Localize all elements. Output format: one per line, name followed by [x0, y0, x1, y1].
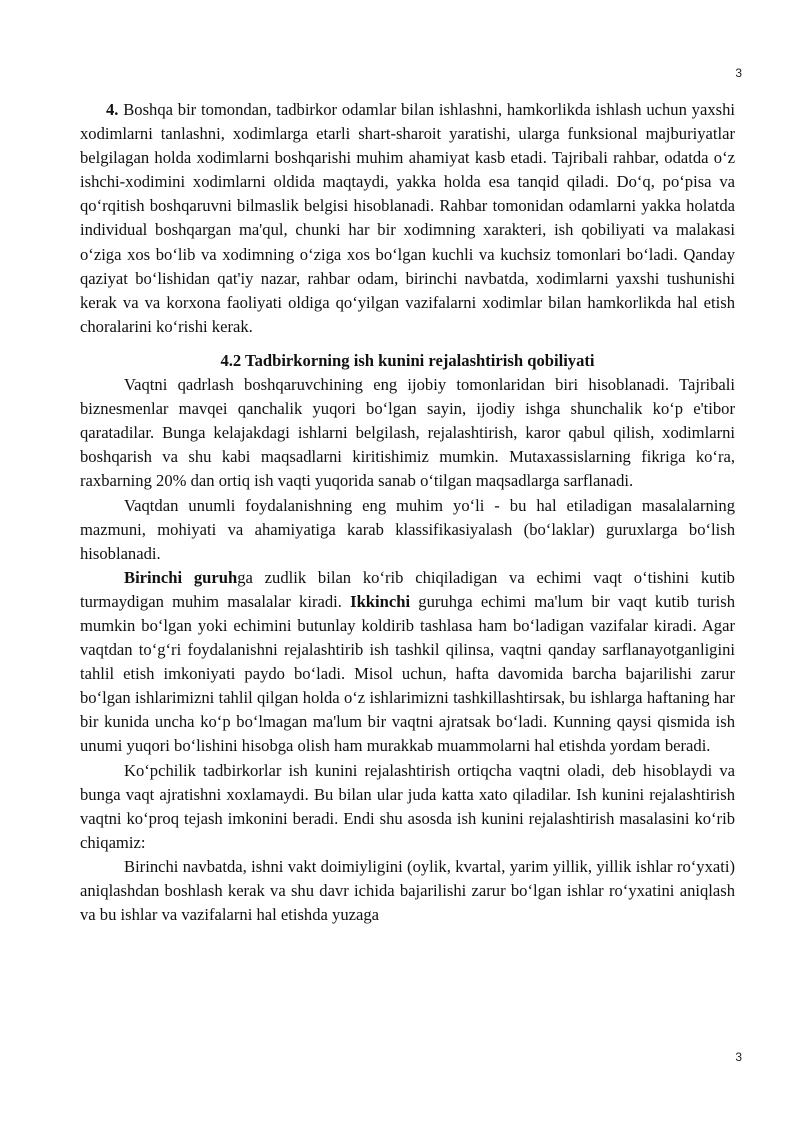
paragraph-1 — [80, 98, 735, 339]
document-body — [80, 98, 735, 927]
paragraph-6: Birinchi navbatda, ishni vakt doimiyligini (oylik, kvartal, yarim yillik, yillik ishlar ro‘yxati) aniqlashdan boshlash kerak va shu davr ichida bajarilishi zarur bo‘lgan ishlar ro‘yxatini aniqlash va bu ishlar va vazifalarni hal etishda yuzaga — [80, 856, 735, 925]
bold-term-second-group: Ikkinchi — [350, 591, 411, 611]
section-heading: 4.2 Tadbirkorning ish kunini rejalashtirish qobiliyati — [220, 350, 595, 370]
paragraph-3: Vaqtdan unumli foydalanishning eng muhim yo‘li - bu hal etiladigan masalalarning mazmuni, mohiyati va ahamiyatiga karab klassifikasiyalash (bo‘laklar) guruxlarga bo‘lish hisoblanadi. — [80, 495, 735, 563]
paragraph-4-text-1: ga zudlik bilan ko‘rib chiqiladigan va echimi vaqt o‘tishini kutib turmaydigan muhim masalalar kiradi. — [80, 567, 735, 611]
paragraph-1-text: Boshqa bir tomondan, tadbirkor odamlar bilan ishlashni, hamkorlikda ishlash uchun yaxshi xodimlarni tanlashni, xodimlarga etarli shart-sharoit yaratishi, ularga funksional majburiyatlar belgilagan holda xodimlarni boshqarishi muhim ahamiyat kasb etadi. Tajribali rahbar, odatda o‘z ishchi-xodimini xodimlarni oldida maqtaydi, yakka holda esa tanqid qiladi. Do‘q, po‘pisa va qo‘rqitish boshqaruvni bilmaslik belgisi hisoblanadi. Rahbar tomonidan odamlarni yakka holatda individual boshqargan ma'qul, chunki har bir xodimning xarakteri, ish qobiliyati va malakasi o‘ziga xos bo‘lib va xodimning o‘ziga xos bo‘lgan kuchli va kuchsiz tomonlari bo‘ladi. Qanday qaziyat bo‘lishidan qat'iy nazar, rahbar odam, birinchi navbatda, xodimlarni yaxshi tushunishi kerak va va korxona faoliyati oldiga qo‘yilgan vazifalarni xodimlar bilan hamkorlikda hal etish choralarini ko‘rishi kerak. — [80, 100, 735, 336]
page-number-bottom: 3 — [735, 1050, 742, 1064]
paragraph-2: Vaqtni qadrlash boshqaruvchining eng ijobiy tomonlaridan biri hisoblanadi. Tajribali biznesmenlar mavqei qanchalik yuqori bo‘lgan sayin, ijodiy ishga shunchalik ko‘p e'tibor qaratadilar. Bunga kelajakdagi ishlarni belgilash, rejalashtirish, karor qabul qilish, xodimlarni boshqarish va shu kabi maqsadlarni kiritishimiz mumkin. Mutaxassislarning fikriga ko‘ra, raxbarning 20% dan ortiq ish vaqti yuqorida sanab o‘tilgan maqsadlarga sarflanadi. — [80, 375, 735, 491]
paragraph-5: Ko‘pchilik tadbirkorlar ish kunini rejalashtirish ortiqcha vaqtni oladi, deb hisoblaydi va bunga vaqt ajratishni xoxlamaydi. Bu bilan ular juda katta xato qiladilar. Ish kunini rejalashtirish vaqtni ko‘proq tejash imkonini beradi. Endi shu asosda ish kunini rejalashtirish masalasini ko‘rib chiqamiz: — [80, 760, 735, 852]
paragraph-4 — [80, 566, 735, 759]
paragraph-4-text-2: guruhga echimi ma'lum bir vaqt kutib turish mumkin bo‘lgan yoki echimini butunlay koldirib tashlasa ham bo‘ladigan vazifalar kiradi. Agar vaqtdan to‘g‘ri foydalanishni rejalashtirib ish tashkil qilinsa, vaqtni qanday sarflanayotganligini tahlil etish imkoniyati paydo bo‘ladi. Misol uchun, hafta davomida barcha bajarilishi zarur bo‘lgan ishlarimizni tahlil qilgan holda o‘z ishlarimizni tashkillashtirsak, bu ishlarga haftaning har bir kunida uncha ko‘p bo‘lmagan ma'lum bir vaqtni ajratsak bo‘ladi. Kunning qaysi qismida ish unumi yuqori bo‘lishini hisobga olish ham murakkab muammolarni hal etishda yordam beradi. — [80, 591, 736, 756]
bold-term-first-group: Birinchi guruh — [124, 567, 238, 587]
page-number-top: 3 — [735, 66, 742, 80]
paragraph-number: 4. — [106, 100, 119, 119]
